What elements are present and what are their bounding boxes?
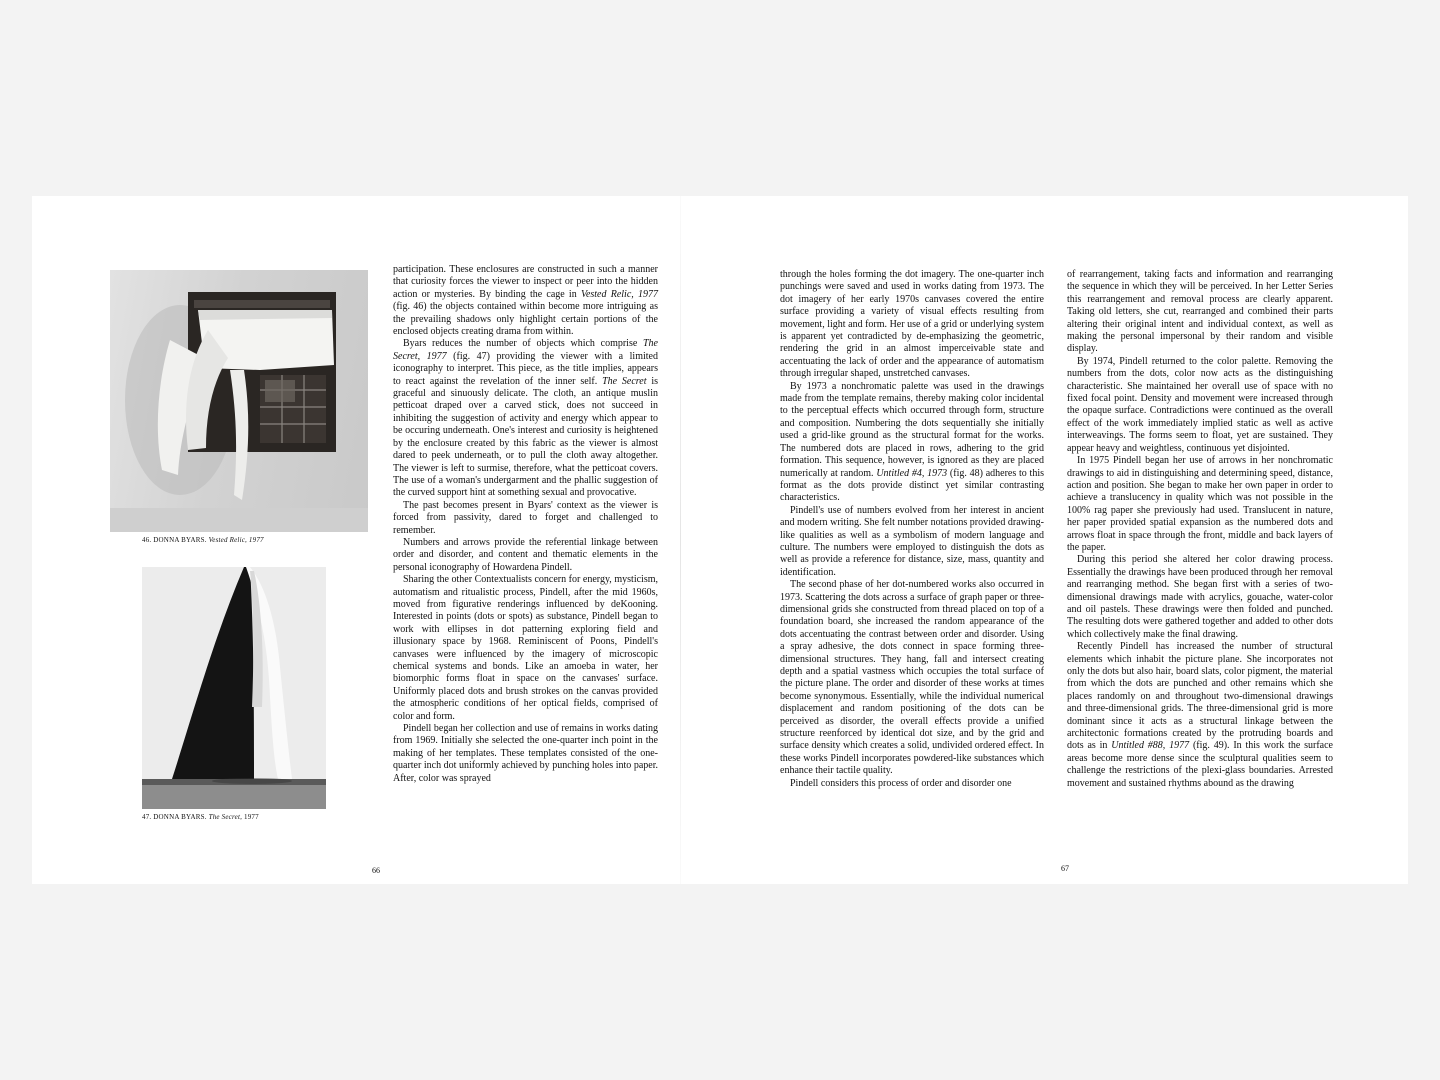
caption-name: 46. DONNA BYARS. xyxy=(142,536,207,544)
paragraph: The second phase of her dot-numbered works also occurred in 1973. Scattering the dots across a surface of graph paper or three-dimensional grids she constructed from thread placed on top of a foundation board, she increased the random appearance of the dots accentuating the contrast between order and disorder. Using a spray adhesive, the dots connect in space forming three-dimensional structures. They hang, fall and intersect creating depth and a spatial vastness which occupies the total surface of the picture plane. The order and disorder of these works at times become synonymous. Essentially, while the individual numerical displacement and random positioning of the dots can be perceived as disorder, the overall effects provide a unified structure reenforced by identical dot size, and by the grid and surface density which creates a solid, undivided ordered effect. In these works Pindell incorporates powdered-like substances which enhance their tactile quality. xyxy=(780,579,1044,777)
paragraph: During this period she altered her color drawing process. Essentially the drawings have been produced through her removal and rearranging method. She began first with a series of two-dimensional drawings made with acrylics, gouache, water-color and oil pastels. These drawings were then folded and punched. The resulting dots were gathered together and added to other dots which collectively make the final drawing. xyxy=(1067,554,1333,640)
figure-46-caption xyxy=(142,536,264,544)
figure-47-caption xyxy=(142,813,259,821)
figure-47-photo xyxy=(142,567,326,809)
gutter xyxy=(680,196,681,884)
caption-title: The Secret, xyxy=(208,813,243,821)
paragraph: Byars reduces the number of objects which comprise The Secret, 1977 (fig. 47) providing the viewer with a limited iconography to interpret. This piece, as the title implies, appears to react against the revelation of the inner self. The Secret is graceful and sinuously delicate. The cloth, an antique muslin petticoat draped over a carved stick, does not succeed in inhibiting the suggestion of activity and energy which appear to be occuring underneath. One's interest and curiosity is heightened by the enclosure created by this fabric as the viewer is almost dared to peek underneath, or to pull the cloth away altogether. The viewer is left to surmise, therefore, what the petticoat covers. The use of a woman's undergarment and the phallic suggestion of the curved support hint at something sexual and provocative. xyxy=(393,338,658,499)
paragraph: Pindell's use of numbers evolved from her interest in ancient and modern writing. She felt number notations provided drawing-like qualities as well as a symbolism of modern language and culture. The numbers were employed to distinguish the dots as well as provide a reference for distance, size, mass, quantity and identification. xyxy=(780,504,1044,578)
paragraph: Recently Pindell has increased the number of structural elements which inhabit the picture plane. She incorporates not only the dots but also hair, board slats, color pigment, the material from which the dots are punched and other remains which she places randomly on and throughout two-dimensional drawings and three-dimensional grids. The three-dimensional grid is more dominant since it acts as a structural linkage between the architectonic formations created by the protruding boards and dots as in Untitled #88, 1977 (fig. 49). In this work the surface areas become more dense since the sculptural qualities seem to challenge the restrictions of the plexi-glass boundaries. Arrested movement and sustained rhythms abound as the drawing xyxy=(1067,641,1333,789)
paragraph: of rearrangement, taking facts and information and rearranging the sequence in which they will be perceived. In her Letter Series this rearrangement and removal process are clearly apparent. Taking old letters, she cut, rearranged and combined their parts altering their original intent and individual context, as well as making the personal impersonal by their random and visible display. xyxy=(1067,269,1333,355)
paragraph: participation. These enclosures are constructed in such a manner that curiosity forces the viewer to inspect or peer into the hidden action or mysteries. By binding the cage in Vested Relic, 1977 (fig. 46) the objects contained within become more intriguing as the prevailing shadows only highlight certain portions of the enclosed objects creating drama from within. xyxy=(393,264,658,338)
paragraph: Sharing the other Contextualists concern for energy, mysticism, automatism and ritualistic process, Pindell, after the mid 1960s, moved from figurative renderings influenced by deKooning. Interested in points (dots or spots) as substance, Pindell began to work with ellipses in dot patterning exploring field and illusionary space by 1968. Reminiscent of Poons, Pindell's canvases were influenced by the imagery of microscopic chemical systems and bonds. Like an amoeba in water, her biomorphic forms float in space on the canvases' surface. Uniformly placed dots and brush strokes on the canvas provided the atmospheric conditions of her optical fields, comprised of color and form. xyxy=(393,574,658,722)
caption-title: Vested Relic, 1977 xyxy=(208,536,264,544)
paragraph: By 1973 a nonchromatic palette was used in the drawings made from the template remains, thereby making color incidental to the perceptual effects which occurred through form, structure and composition. Numbering the dots sequentially she initially used a grid-like ground as the structural format for the works. The numbered dots are placed in rows, adhering to the grid formation. This sequence, however, is ignored as they are placed numerically at random. Untitled #4, 1973 (fig. 48) adheres to this format as the dots provide distinct yet similar contrasting characteristics. xyxy=(780,380,1044,504)
paragraph: The past becomes present in Byars' context as the viewer is forced from passivity, dared to forget and challenged to remember. xyxy=(393,499,658,536)
paragraph: Pindell considers this process of order and disorder one xyxy=(790,777,1012,789)
paragraph: Numbers and arrows provide the referential linkage between order and disorder, and content and thematic elements in the personal iconography of Howardena Pindell. xyxy=(393,536,658,573)
paragraph: Pindell began her collection and use of remains in works dating from 1969. Initially she selected the one-quarter inch point in the making of her templates. These templates consisted of the one-quarter inch dot uniformly achieved by punching holes into paper. After, color was sprayed xyxy=(393,723,658,784)
page-number-left: 66 xyxy=(372,866,380,875)
right-text-column-2 xyxy=(1067,269,1333,790)
left-text-column xyxy=(393,264,658,785)
paragraph: In 1975 Pindell began her use of arrows in her nonchromatic drawings to aid in distinguishing and determining speed, distance, action and position. She began to make her own paper in order to achieve a translucency in quality which was not possible in the 100% rag paper she previously had used. Translucent in nature, her paper provided spatial expansion as the numbered dots and arrows float in space through the front, middle and back layers of the paper. xyxy=(1067,455,1333,553)
caption-year: 1977 xyxy=(244,813,259,821)
book-spread xyxy=(32,196,1408,884)
caption-name: 47. DONNA BYARS. xyxy=(142,813,207,821)
paragraph: By 1974, Pindell returned to the color palette. Removing the numbers from the dots, color now acts as the distinguishing characteristic. She maintained her overall use of space with no fixed focal point. Density and movement were increased through the opaque surface. Contradictions were continued as the overall effect of the work immediately implied static as well as active interweavings. The forms seem to float, yet are sustained. They appear heavy and weightless, continuous yet disjointed. xyxy=(1067,355,1333,454)
figure-46-photo xyxy=(110,270,368,532)
right-text-column-1 xyxy=(780,269,1044,790)
paragraph: through the holes forming the dot imagery. The one-quarter inch punchings were saved and used in works dating from 1973. The dot imagery of her early 1970s canvases covered the entire surface providing a variety of visual effects resulting from movement, light and form. Her use of a grid or underlying system is apparent yet contradicted by de-emphasizing the geometric, rendering the grid in an almost imperceivable state and accentuating the lack of order and the appearance of automatism through irregular shaped, unstretched canvases. xyxy=(780,269,1044,380)
page-number-right: 67 xyxy=(1061,864,1069,873)
